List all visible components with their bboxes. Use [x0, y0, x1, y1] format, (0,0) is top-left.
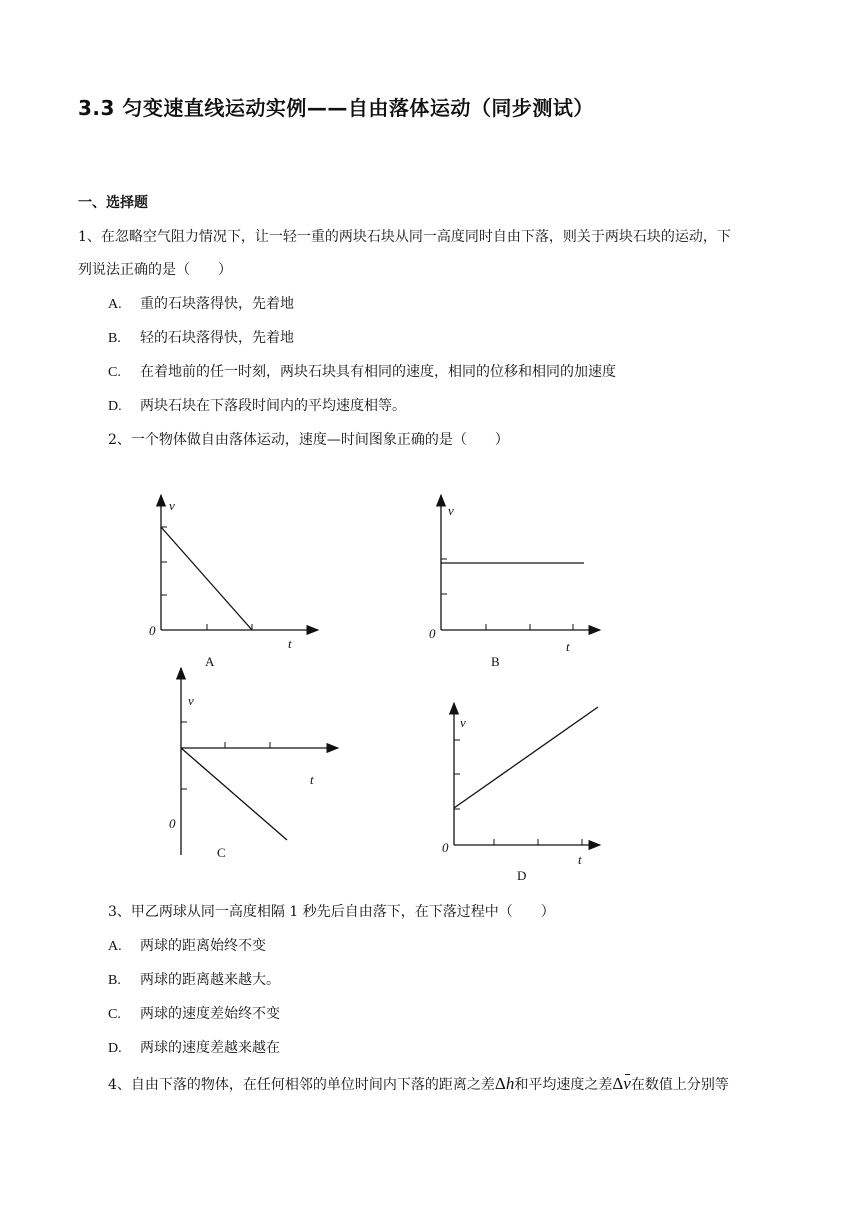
q1-stem-line2: 列说法正确的是（ ） — [78, 262, 232, 278]
q3-stem: 3、甲乙两球从同一高度相隔 1 秒先后自由落下，在下落过程中（ ） — [108, 904, 555, 920]
q3-option-d — [108, 1037, 280, 1057]
q1-stem-line1: 1、在忽略空气阻力情况下，让一轻一重的两块石块从同一高度同时自由下落，则关于两块石块的运动，下 — [78, 229, 731, 245]
option-letter: B. — [108, 331, 121, 346]
section-heading: 一、选择题 — [78, 195, 148, 211]
v-bar-symbol: v — [623, 1074, 631, 1093]
graph-label: B — [491, 654, 500, 669]
option-text: 重的石块落得快，先着地 — [140, 296, 294, 312]
graph-b — [420, 490, 610, 680]
origin-label: 0 — [149, 623, 156, 638]
option-text: 两球的距离始终不变 — [140, 938, 266, 954]
option-text: 两球的距离越来越大。 — [140, 972, 280, 988]
origin-label: 0 — [442, 840, 449, 855]
option-letter: C. — [108, 365, 121, 380]
graph-c — [160, 665, 360, 865]
graph-d — [432, 700, 632, 890]
t-axis-label: t — [310, 772, 314, 787]
option-text: 两球的速度差越来越在 — [140, 1040, 280, 1056]
page-title: 3.3 匀变速直线运动实例——自由落体运动（同步测试） — [78, 96, 594, 120]
q3-option-c — [108, 1003, 280, 1023]
q1-option-c — [108, 361, 616, 381]
q4-text-part3: 在数值上分别等 — [630, 1077, 729, 1093]
graph-a — [140, 490, 330, 680]
t-axis-label: t — [288, 636, 292, 651]
origin-label: 0 — [169, 816, 176, 831]
v-axis-label: v — [448, 503, 454, 518]
option-letter: B. — [108, 973, 121, 988]
q3-option-b — [108, 969, 280, 989]
t-axis-label: t — [566, 639, 570, 654]
q1-option-b — [108, 327, 294, 347]
q1-option-d — [108, 395, 406, 415]
h-symbol: h — [505, 1074, 515, 1093]
option-text: 两块石块在下落段时间内的平均速度相等。 — [140, 398, 406, 414]
q3-option-a — [108, 935, 266, 955]
q4-text-part2: 和平均速度之差 — [514, 1077, 613, 1093]
graph-label: C — [217, 845, 226, 860]
graph-label: A — [205, 654, 215, 669]
option-text: 轻的石块落得快，先着地 — [140, 330, 294, 346]
delta-symbol: Δ — [494, 1074, 506, 1093]
option-letter: D. — [108, 1041, 122, 1056]
graph-line — [454, 707, 598, 808]
option-letter: A. — [108, 297, 122, 312]
origin-label: 0 — [429, 626, 436, 641]
v-axis-label: v — [169, 498, 175, 513]
q2-stem: 2、一个物体做自由落体运动，速度—时间图象正确的是（ ） — [108, 432, 509, 448]
graph-label: D — [517, 868, 527, 883]
v-axis-label: v — [188, 693, 194, 708]
option-letter: D. — [108, 399, 122, 414]
graph-line — [181, 748, 287, 840]
q4-stem — [108, 1074, 729, 1094]
option-letter: A. — [108, 939, 122, 954]
t-axis-label: t — [578, 852, 582, 867]
option-text: 两球的速度差始终不变 — [140, 1006, 280, 1022]
option-letter: C. — [108, 1007, 121, 1022]
option-text: 在着地前的任一时刻，两块石块具有相同的速度，相同的位移和相同的加速度 — [140, 364, 616, 380]
q4-text-part1: 4、自由下落的物体，在任何相邻的单位时间内下落的距离之差 — [108, 1077, 495, 1093]
delta-symbol: Δ — [612, 1074, 624, 1093]
v-axis-label: v — [460, 715, 466, 730]
graph-line — [161, 527, 252, 630]
q1-option-a — [108, 293, 294, 313]
